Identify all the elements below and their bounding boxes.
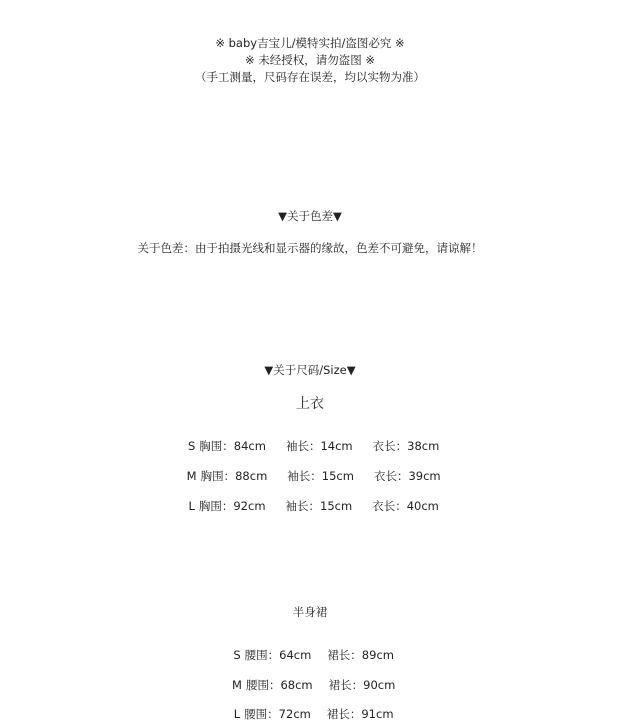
skirt-length-value: 裙长：89cm <box>327 647 394 662</box>
notice-line-3: （手工测量，尺码存在误差，均以实物为准） <box>195 70 425 84</box>
size-label: S <box>187 438 196 453</box>
skirt-title: 半身裙 <box>292 605 328 619</box>
length-value: 衣长：40cm <box>372 498 439 513</box>
top-size-row <box>0 459 620 482</box>
size-label: L <box>188 498 195 513</box>
skirt-size-row <box>0 697 620 720</box>
top-size-row <box>0 489 620 512</box>
waist-value: 腰围：72cm <box>244 706 311 721</box>
size-section-heading: ▼关于尺码/Size▼ <box>264 363 356 377</box>
sleeve-value: 袖长：15cm <box>287 468 354 483</box>
skirt-length-value: 裙长：90cm <box>328 677 396 692</box>
sleeve-value: 袖长：15cm <box>285 498 353 513</box>
size-label: L <box>233 706 241 721</box>
notice-line-1: ※ baby吉宝儿/模特实拍/盗图必究 ※ <box>215 36 405 50</box>
color-section-text: 关于色差：由于拍摄光线和显示器的缘故，色差不可避免，请谅解！ <box>137 241 483 255</box>
chest-value: 胸围：84cm <box>199 438 266 453</box>
notice-line-2: ※ 未经授权，请勿盗图 ※ <box>244 53 376 67</box>
size-label: M <box>186 468 197 483</box>
skirt-size-row <box>0 638 620 661</box>
waist-value: 腰围：68cm <box>245 677 313 692</box>
top-title: 上衣 <box>296 396 324 412</box>
length-value: 衣长：38cm <box>372 438 440 453</box>
length-value: 衣长：39cm <box>373 468 441 483</box>
skirt-length-value: 裙长：91cm <box>326 706 394 721</box>
sleeve-value: 袖长：14cm <box>285 438 353 453</box>
chest-value: 胸围：88cm <box>200 468 268 483</box>
size-label: S <box>233 647 241 662</box>
skirt-size-row <box>0 668 620 691</box>
waist-value: 腰围：64cm <box>244 647 312 662</box>
top-size-row <box>0 429 620 452</box>
size-label: M <box>232 677 242 692</box>
chest-value: 胸围：92cm <box>198 498 266 513</box>
color-section-heading: ▼关于色差▼ <box>278 209 342 223</box>
